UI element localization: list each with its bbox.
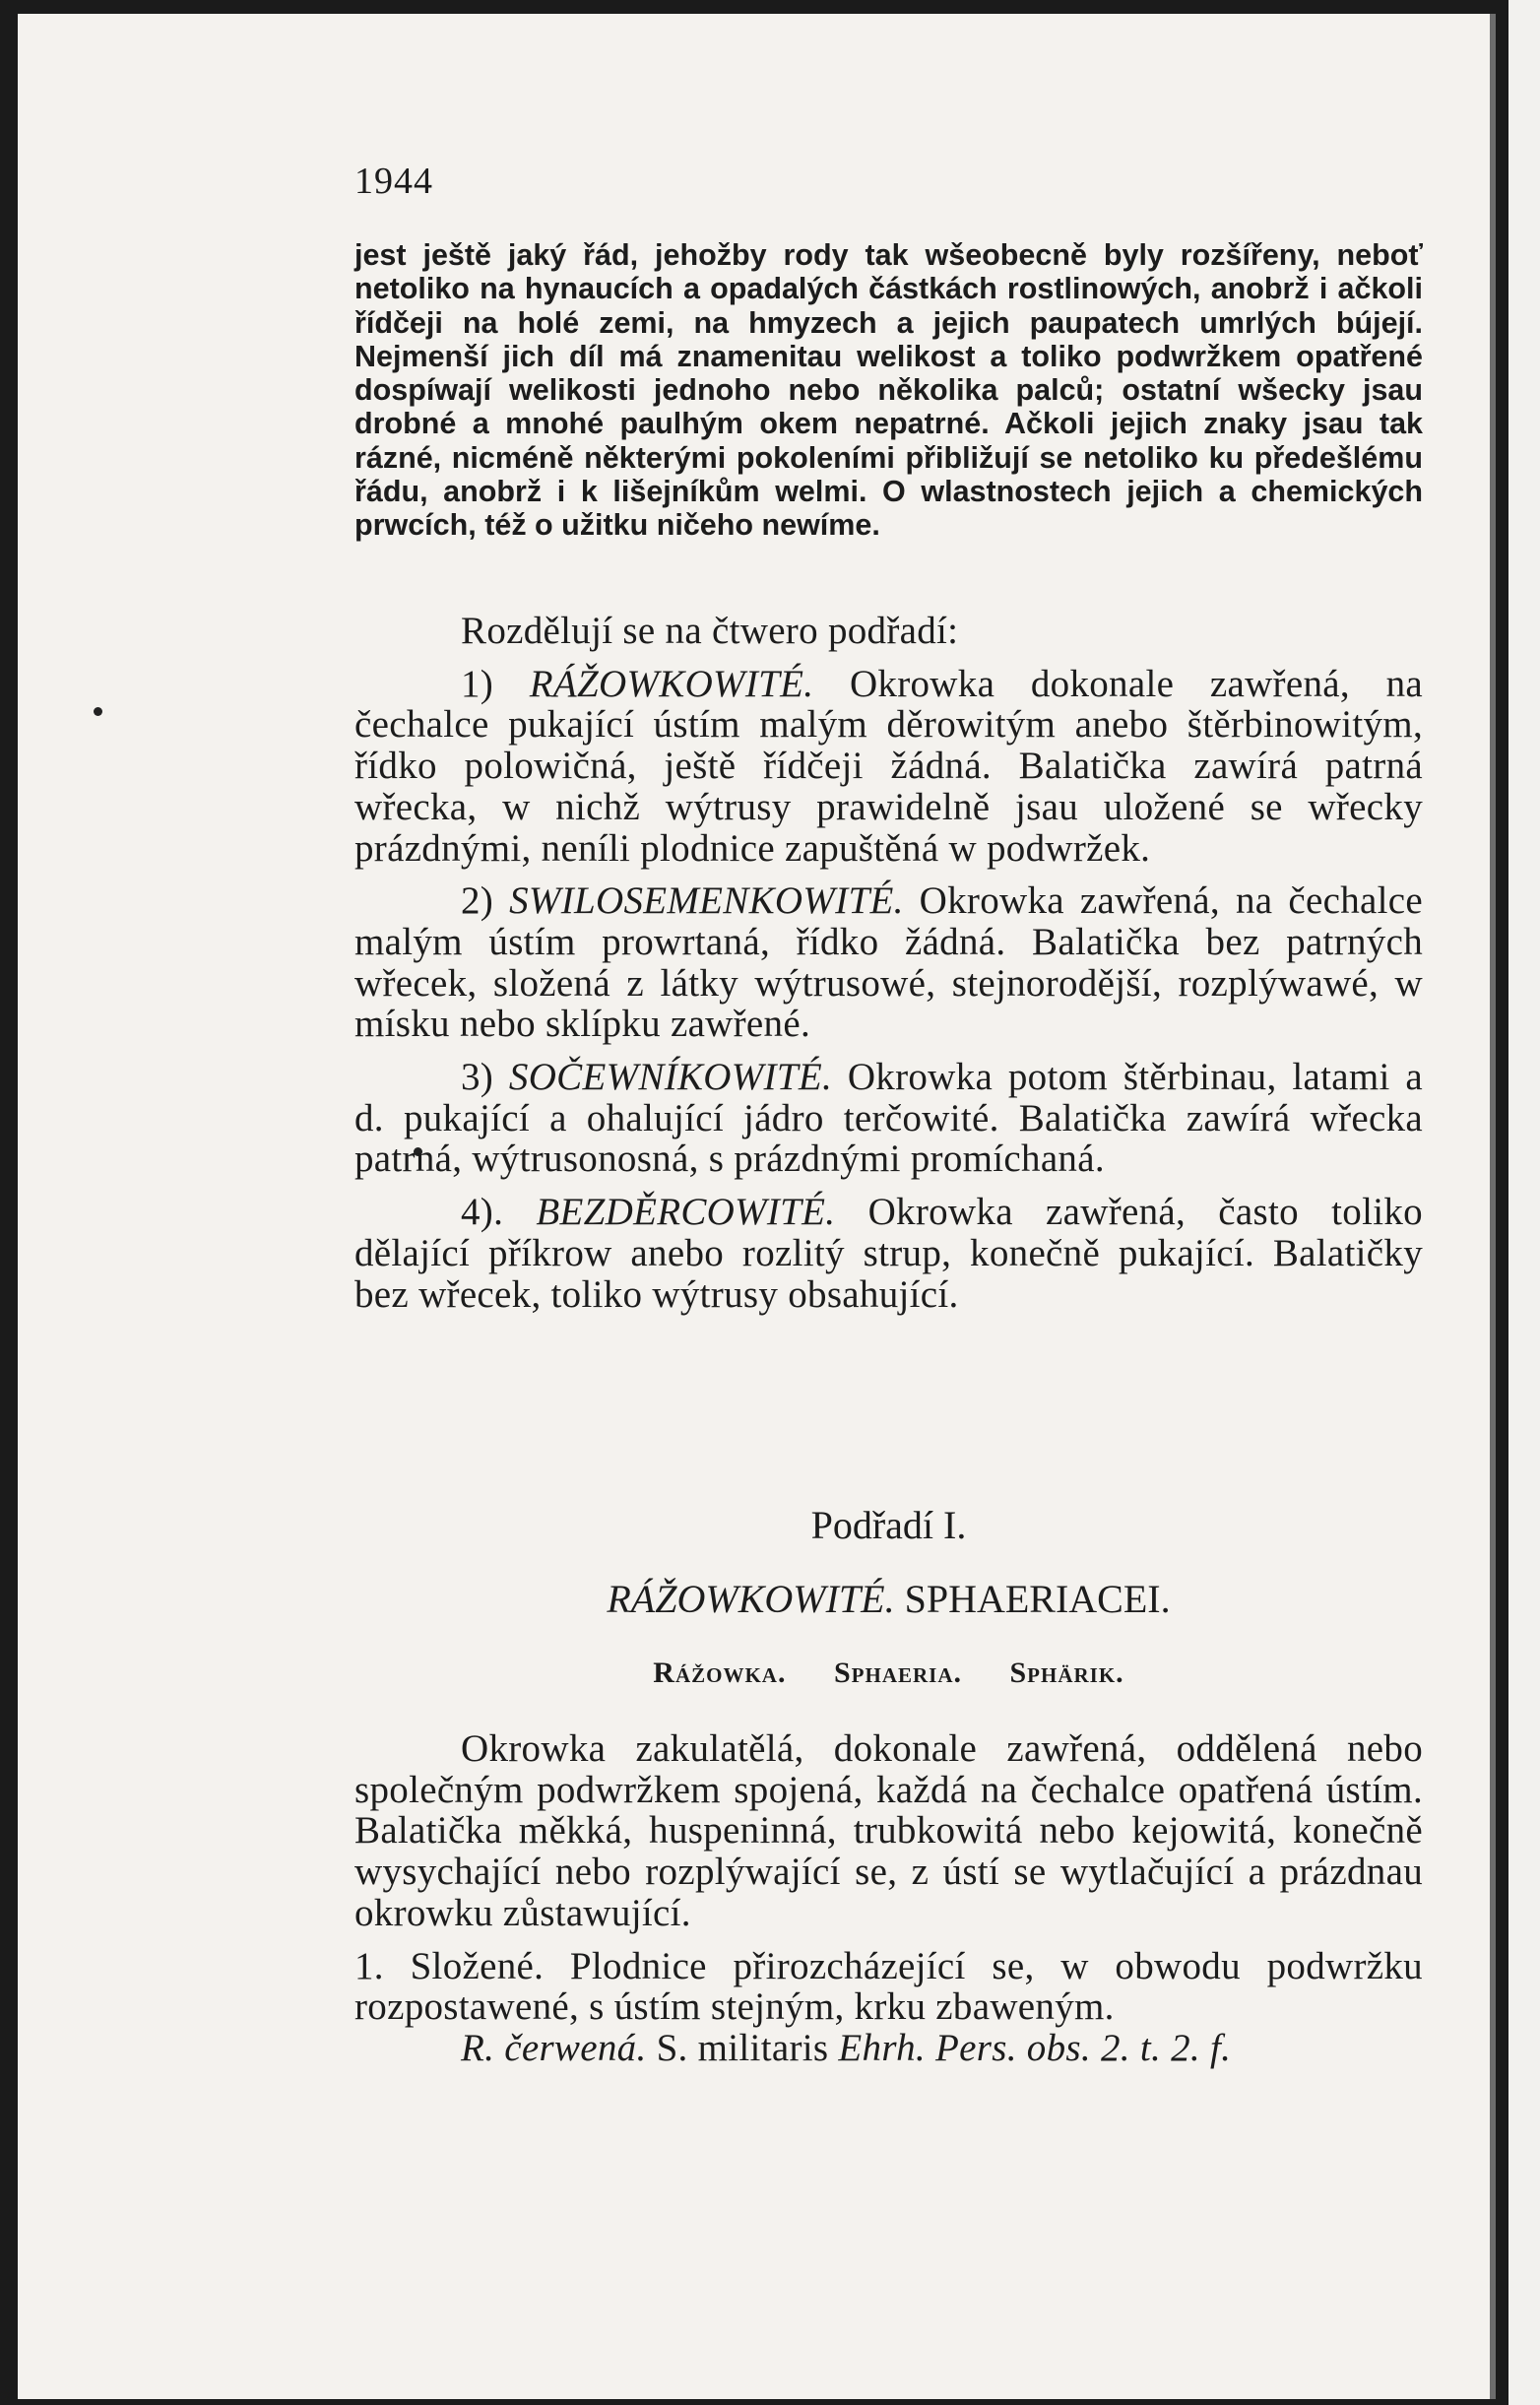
genus-name-alt: Sphärik.: [1009, 1657, 1124, 1689]
facing-page-edge: [1508, 0, 1540, 2405]
division-num: 4).: [461, 1191, 504, 1234]
species-line: [354, 2028, 1423, 2069]
divisions-block: [354, 611, 1423, 1315]
division-name: SOČEWNÍKOWITÉ.: [508, 1056, 833, 1099]
genus-name-cz: Rážowka.: [653, 1657, 787, 1689]
suborder-title: Podřadí I.: [810, 1503, 967, 1547]
division-name: SWILOSEMENKOWITÉ.: [509, 879, 904, 923]
intro-paragraph: [354, 238, 1423, 543]
section-paragraph: [354, 1946, 1423, 2028]
genus-name-lat: Sphaeria.: [833, 1657, 962, 1689]
genus-description-block: [354, 1728, 1423, 2069]
division-text: Okrowka zawřená, často toliko dělající příkrow anebo rozlitý strup, konečně pukající. Balatičky bez wřecek, toliko wýtrusy obsahující.: [354, 1191, 1423, 1316]
division-text: Okrowka potom štěrbinau, latami a d. pukající a ohalující jádro terčowité. Balatička zawírá wřecka patrná, wýtrusonosná, s prázdnými promíchaná.: [354, 1056, 1423, 1181]
species-name-lat: S. militaris: [656, 2026, 829, 2069]
species-name-cz: R. čerwená.: [461, 2026, 647, 2069]
division-intro: Rozdělují se na čtwero podřadí:: [461, 610, 959, 652]
division-num: 2): [461, 879, 494, 923]
section-label: 1. Složené.: [354, 1944, 545, 1987]
division-text: Okrowka zawřená, na čechalce malým ústím prowrtaná, řídko žádná. Balatička bez patrných wřecek, složená z látky wýtrusowé, stejnorodější, rozplýwawé, w mísku nebo sklípku zawřené.: [354, 879, 1423, 1046]
genus-description: Okrowka zakulatělá, dokonale zawřená, oddělená nebo společným podwržkem spojená, každá na čechalce opatřená ústím. Balatička měkká, huspeninná, trubkowitá nebo kejowitá, konečně wysychající nebo rozplýwající se, z ústí se wytlačující a prázdnau okrowku zůstawující.: [354, 1727, 1423, 1934]
division-name: RÁŽOWKOWITÉ.: [529, 662, 814, 705]
division-text: Okrowka dokonale zawřená, na čechalce pukající ústím malým děrowitým anebo štěrbinowitým, řídko polowičná, ještě řídčeji žádná. Balatička zawírá patrná wřecka, w nichž wýtrusy prawidelně jsau uložené se wřecky prázdnými, neníli plodnice zapuštěná w podwržek.: [354, 662, 1423, 870]
page-number: 1944: [354, 161, 433, 202]
division-3: [354, 1057, 1423, 1180]
section-text: Plodnice přirozcházející se, w obwodu podwržku rozpostawené, s ústím stejným, krku zbaweným.: [354, 1944, 1423, 2029]
division-num: 1): [461, 662, 494, 705]
division-4: [354, 1192, 1423, 1315]
suborder-name-lat: SPHAERIACEI.: [904, 1577, 1171, 1621]
suborder-name-cz: RÁŽOWKOWITÉ.: [607, 1577, 895, 1621]
genus-heading: [354, 1657, 1423, 1690]
division-num: 3): [461, 1056, 494, 1099]
margin-mark: [94, 707, 102, 716]
suborder-name: [354, 1576, 1423, 1622]
division-2: [354, 880, 1423, 1045]
species-authority: Ehrh.: [838, 2026, 926, 2069]
division-1: [354, 664, 1423, 870]
division-name: BEZDĚRCOWITÉ.: [536, 1191, 836, 1234]
species-reference: Pers. obs. 2. t. 2. f.: [935, 2026, 1232, 2069]
intro-text: jest ještě jaký řád, jehožby rody tak wšeobecně byly rozšířeny, neboť netoliko na hynaucích a opadalých částkách rostlinowých, anobrž i ačkoli řídčeji na holé zemi, na hmyzech a jejich paupatech umrlých bújejí. Nejmenší jich díl má znamenitau welikost a toliko podwržkem opatřené dospíwají welikosti jednoho nebo několika palců; ostatní wšecky jsau drobné a mnohé paulhým okem nepatrné. Ačkoli jejich znaky jsau tak rázné, nicméně některými pokoleními přibližují se netoliko ku předešlému řádu, anobrž i k lišejníkům welmi. O wlastnostech jejich a chemických prwcích, též o užitku ničeho newíme.: [354, 238, 1423, 543]
